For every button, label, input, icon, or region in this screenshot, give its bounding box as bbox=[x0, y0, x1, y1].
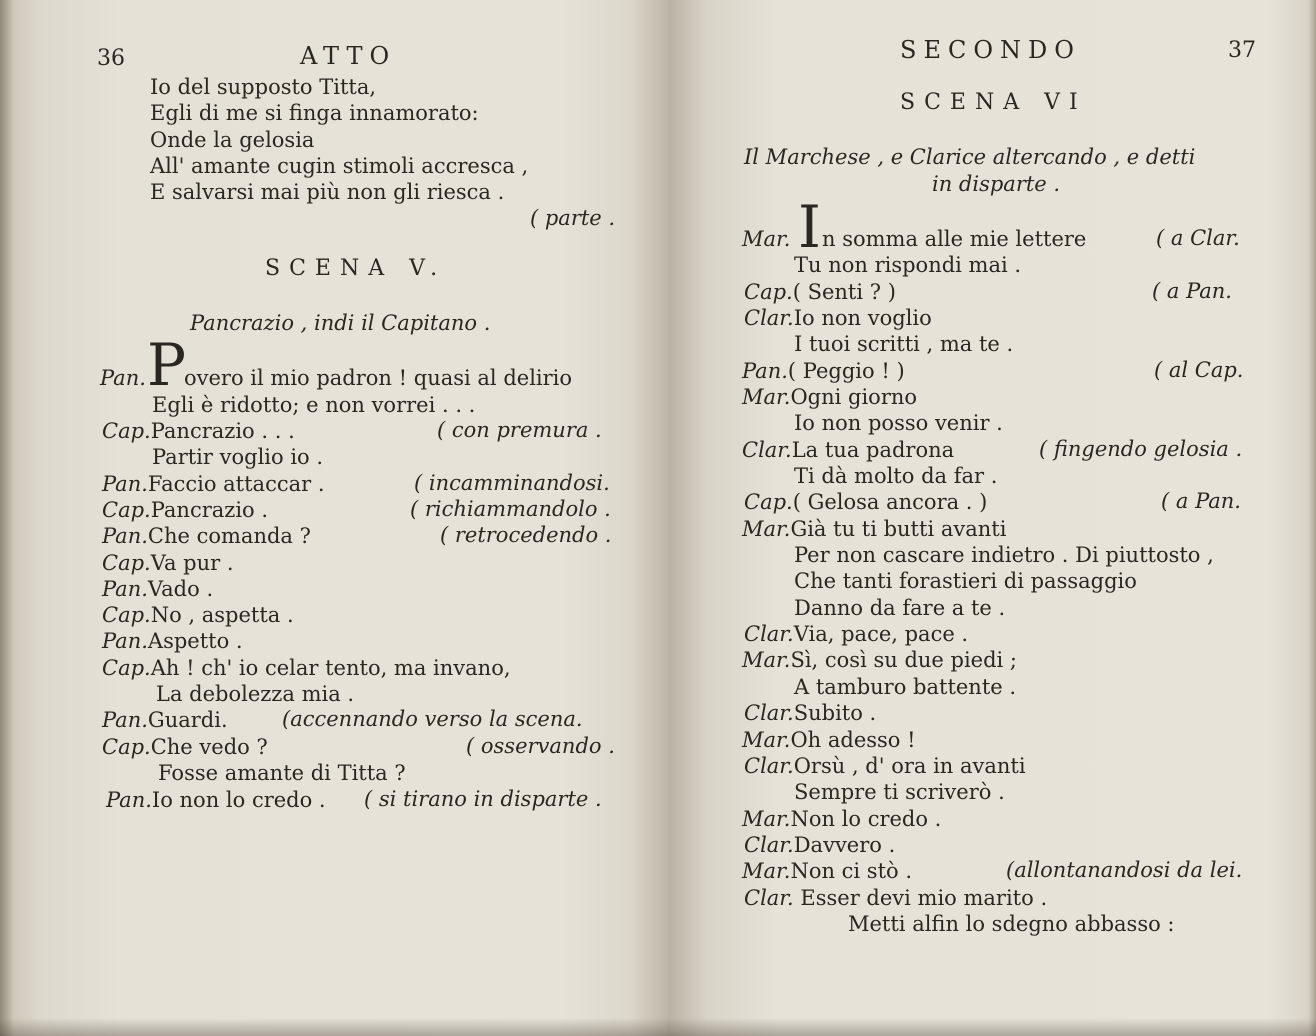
stage-direction: ( incamminandosi. bbox=[414, 471, 610, 495]
dialogue-line bbox=[102, 655, 511, 681]
speaker: Mar. bbox=[742, 648, 791, 672]
dialogue-line bbox=[102, 734, 268, 760]
speaker: Pan. bbox=[102, 629, 148, 653]
verse-line: E salvarsi mai più non gli riesca . bbox=[150, 180, 505, 204]
dialogue-text: Faccio attaccar . bbox=[147, 472, 325, 496]
stage-direction: (accennando verso la scena. bbox=[282, 707, 583, 731]
speaker: Cap. bbox=[102, 498, 151, 522]
stage-direction: ( osservando . bbox=[466, 734, 615, 758]
speaker: Pan. bbox=[102, 577, 148, 601]
page-edge-shadow bbox=[668, 1018, 1316, 1036]
dialogue-line bbox=[742, 358, 905, 384]
verse-line: Onde la gelosia bbox=[150, 128, 315, 152]
stage-direction: ( richiammandolo . bbox=[410, 497, 611, 521]
speaker: Mar. bbox=[742, 517, 791, 541]
dialogue-line bbox=[102, 471, 325, 497]
scene-stage-direction: Pancrazio , indi il Capitano . bbox=[190, 311, 491, 335]
speaker: Clar. bbox=[744, 306, 794, 330]
page-number: 36 bbox=[97, 46, 125, 71]
stage-direction: ( si tirano in disparte . bbox=[364, 787, 602, 811]
dialogue-line bbox=[742, 516, 1006, 542]
dialogue-line bbox=[744, 489, 987, 515]
dialogue-text: Via, pace, pace . bbox=[793, 622, 969, 646]
dialogue-text: I tuoi scritti , ma te . bbox=[794, 332, 1014, 356]
stage-direction: ( a Pan. bbox=[1161, 489, 1241, 513]
dialogue-text: Davvero . bbox=[793, 833, 896, 857]
speaker: Cap. bbox=[102, 656, 151, 680]
dialogue-line bbox=[742, 384, 917, 410]
dialogue-text: Ogni giorno bbox=[790, 385, 918, 409]
speaker: Pan. bbox=[106, 788, 152, 812]
dialogue-line bbox=[742, 806, 941, 832]
scene-title: SCENA VI bbox=[900, 90, 1087, 115]
dialogue-line bbox=[744, 753, 1026, 779]
dialogue-line bbox=[102, 497, 268, 523]
speaker: Pan. bbox=[102, 472, 148, 496]
dialogue-text: Metti alfin lo sdegno abbasso : bbox=[848, 912, 1175, 936]
dialogue-text: Non lo credo . bbox=[790, 807, 942, 831]
drop-cap: I bbox=[798, 193, 821, 261]
dialogue-text: overo il mio padron ! quasi al delirio bbox=[184, 366, 573, 390]
stage-direction: ( al Cap. bbox=[1154, 358, 1244, 382]
dialogue-text: Che vedo ? bbox=[150, 735, 268, 759]
speaker: Cap. bbox=[102, 419, 151, 443]
dialogue-text: Che tanti forastieri di passaggio bbox=[794, 569, 1137, 593]
dialogue-line bbox=[102, 602, 294, 628]
stage-direction: ( a Pan. bbox=[1152, 279, 1232, 303]
speaker: Mar. bbox=[742, 807, 791, 831]
dialogue-text: Io non posso venir . bbox=[794, 411, 1003, 435]
dialogue-text: Orsù , d' ora in avanti bbox=[793, 754, 1026, 778]
dialogue-text: La tua padrona bbox=[791, 438, 955, 462]
dialogue-text: Tu non rispondi mai . bbox=[794, 253, 1022, 277]
dialogue-text: Vado . bbox=[147, 577, 214, 601]
dialogue-text: Per non cascare indietro . Di piuttosto , bbox=[794, 543, 1214, 567]
speaker: Pan. bbox=[102, 524, 148, 548]
verse-line: Egli di me si finga innamorato: bbox=[150, 101, 479, 125]
speaker: Cap. bbox=[102, 603, 151, 627]
running-head: ATTO bbox=[300, 42, 397, 70]
dialogue-line bbox=[744, 305, 932, 331]
speaker: Cap. bbox=[744, 280, 793, 304]
dialogue-line bbox=[102, 418, 295, 444]
dialogue-text: Danno da fare a te . bbox=[794, 596, 1006, 620]
dialogue-line bbox=[102, 550, 234, 576]
dialogue-text: Già tu ti butti avanti bbox=[790, 517, 1007, 541]
dialogue-text: Partir voglio io . bbox=[152, 445, 324, 469]
dialogue-text: Sempre ti scriverò . bbox=[794, 780, 1005, 804]
dialogue-text: Aspetto . bbox=[147, 629, 243, 653]
dialogue-text: Va pur . bbox=[150, 551, 234, 575]
dialogue-line bbox=[742, 437, 954, 463]
dialogue-line bbox=[744, 700, 876, 726]
dialogue-text: Ah ! ch' io celar tento, ma invano, bbox=[150, 656, 511, 680]
dialogue-text: A tamburo battente . bbox=[794, 675, 1017, 699]
dialogue-text: Io non lo credo . bbox=[151, 788, 326, 812]
stage-direction: ( retrocedendo . bbox=[440, 523, 612, 547]
right-page bbox=[668, 0, 1316, 1036]
scene-stage-direction: Il Marchese , e Clarice altercando , e detti bbox=[744, 145, 1196, 169]
speaker: Clar. bbox=[744, 833, 794, 857]
scene-stage-direction: in disparte . bbox=[932, 172, 1061, 196]
dialogue-line bbox=[102, 628, 243, 654]
stage-direction: (allontanandosi da lei. bbox=[1006, 858, 1243, 882]
stage-direction: ( parte . bbox=[530, 206, 616, 230]
dialogue-line bbox=[742, 647, 1017, 673]
dialogue-line bbox=[742, 727, 916, 753]
speaker: Pan. bbox=[742, 359, 788, 383]
dialogue-text: Oh adesso ! bbox=[790, 728, 916, 752]
speaker: Pan. bbox=[100, 366, 146, 390]
dialogue-text: ( Peggio ! ) bbox=[787, 359, 905, 383]
running-head: SECONDO bbox=[900, 36, 1081, 64]
dialogue-text: Fosse amante di Titta ? bbox=[158, 761, 406, 785]
dialogue-text: Non ci stò . bbox=[790, 859, 913, 883]
speaker: Mar. bbox=[742, 859, 791, 883]
dialogue-text: Io non voglio bbox=[793, 306, 932, 330]
scene-title: SCENA V. bbox=[265, 256, 447, 281]
dialogue-text: Subito . bbox=[793, 701, 877, 725]
dialogue-text: Ti dà molto da far . bbox=[794, 464, 998, 488]
page-number: 37 bbox=[1228, 38, 1256, 63]
stage-direction: ( con premura . bbox=[437, 418, 602, 442]
dialogue-text: ( Senti ? ) bbox=[792, 280, 896, 304]
speaker: Cap. bbox=[102, 735, 151, 759]
dialogue-line bbox=[106, 787, 326, 813]
dialogue-text: Pancrazio . bbox=[150, 498, 269, 522]
dialogue-line bbox=[742, 226, 790, 252]
speaker: Clar. bbox=[744, 886, 794, 910]
dialogue-text: Sì, così su due piedi ; bbox=[790, 648, 1018, 672]
dialogue-line bbox=[744, 885, 1047, 911]
speaker: Clar. bbox=[744, 622, 794, 646]
dialogue-line bbox=[744, 832, 895, 858]
dialogue-line bbox=[102, 576, 213, 602]
dialogue-line bbox=[742, 858, 912, 884]
stage-direction: ( a Clar. bbox=[1156, 226, 1240, 250]
dialogue-line bbox=[102, 707, 228, 733]
dialogue-text: No , aspetta . bbox=[150, 603, 294, 627]
speaker: Cap. bbox=[102, 551, 151, 575]
dialogue-line bbox=[744, 621, 968, 647]
page-edge-shadow bbox=[0, 1018, 668, 1036]
dialogue-text: n somma alle mie lettere bbox=[822, 227, 1087, 251]
dialogue-text: Pancrazio . . . bbox=[150, 419, 295, 443]
dialogue-text: Esser devi mio marito . bbox=[793, 886, 1048, 910]
speaker: Pan. bbox=[102, 708, 148, 732]
speaker: Clar. bbox=[744, 701, 794, 725]
verse-line: All' amante cugin stimoli accresca , bbox=[150, 154, 529, 178]
dialogue-text: Che comanda ? bbox=[147, 524, 311, 548]
speaker: Mar. bbox=[742, 728, 791, 752]
stage-direction: ( fingendo gelosia . bbox=[1039, 437, 1243, 461]
speaker: Mar. bbox=[742, 227, 791, 251]
dialogue-text: Egli è ridotto; e non vorrei . . . bbox=[152, 393, 476, 417]
speaker: Cap. bbox=[744, 490, 793, 514]
dialogue-text: La debolezza mia . bbox=[156, 682, 355, 706]
dialogue-text: ( Gelosa ancora . ) bbox=[792, 490, 988, 514]
speaker: Clar. bbox=[744, 754, 794, 778]
drop-cap: P bbox=[147, 331, 187, 399]
dialogue-text: Guardi. bbox=[147, 708, 228, 732]
speaker: Mar. bbox=[742, 385, 791, 409]
speaker: Clar. bbox=[742, 438, 792, 462]
dialogue-line bbox=[102, 523, 311, 549]
dialogue-line bbox=[744, 279, 896, 305]
dialogue-line bbox=[100, 365, 146, 391]
verse-line: Io del supposto Titta, bbox=[150, 75, 377, 99]
